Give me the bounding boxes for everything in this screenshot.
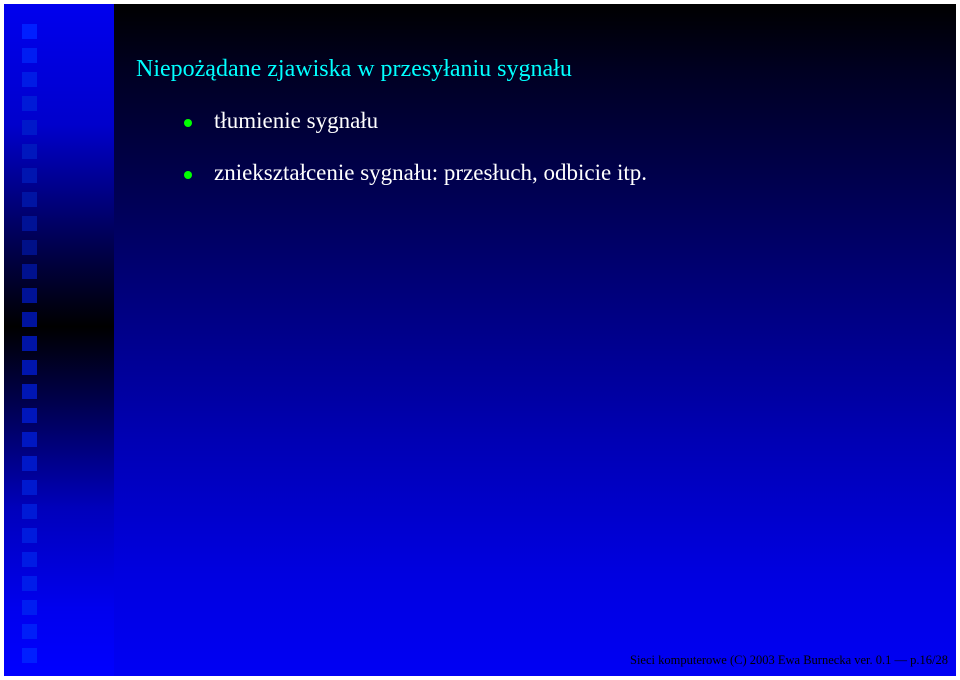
decorative-square <box>22 576 37 591</box>
decorative-square <box>22 24 37 39</box>
decorative-square <box>22 312 37 327</box>
decorative-square <box>22 384 37 399</box>
bullet-icon <box>184 171 192 179</box>
left-decorative-strip <box>4 4 114 676</box>
main-panel <box>114 4 956 676</box>
decorative-square <box>22 624 37 639</box>
decorative-square <box>22 504 37 519</box>
decorative-square <box>22 48 37 63</box>
decorative-square <box>22 456 37 471</box>
slide-footer: Sieci komputerowe (C) 2003 Ewa Burnecka ver. 0.1 — p.16/28 <box>630 653 948 667</box>
bullet-text: tłumienie sygnału <box>214 108 379 133</box>
decorative-square <box>22 432 37 447</box>
slide-title: Niepożądane zjawiska w przesyłaniu sygnału <box>136 56 572 82</box>
bullet-text: zniekształcenie sygnału: przesłuch, odbicie itp. <box>214 160 648 185</box>
decorative-square <box>22 600 37 615</box>
decorative-squares <box>22 24 42 674</box>
bullet-icon <box>184 119 192 127</box>
decorative-square <box>22 216 37 231</box>
decorative-square <box>22 96 37 111</box>
decorative-square <box>22 336 37 351</box>
decorative-square <box>22 360 37 375</box>
decorative-square <box>22 72 37 87</box>
decorative-square <box>22 240 37 255</box>
decorative-square <box>22 528 37 543</box>
decorative-square <box>22 408 37 423</box>
decorative-square <box>22 144 37 159</box>
decorative-square <box>22 648 37 663</box>
decorative-square <box>22 264 37 279</box>
decorative-square <box>22 552 37 567</box>
decorative-square <box>22 168 37 183</box>
decorative-square <box>22 480 37 495</box>
decorative-square <box>22 288 37 303</box>
decorative-square <box>22 120 37 135</box>
decorative-square <box>22 192 37 207</box>
